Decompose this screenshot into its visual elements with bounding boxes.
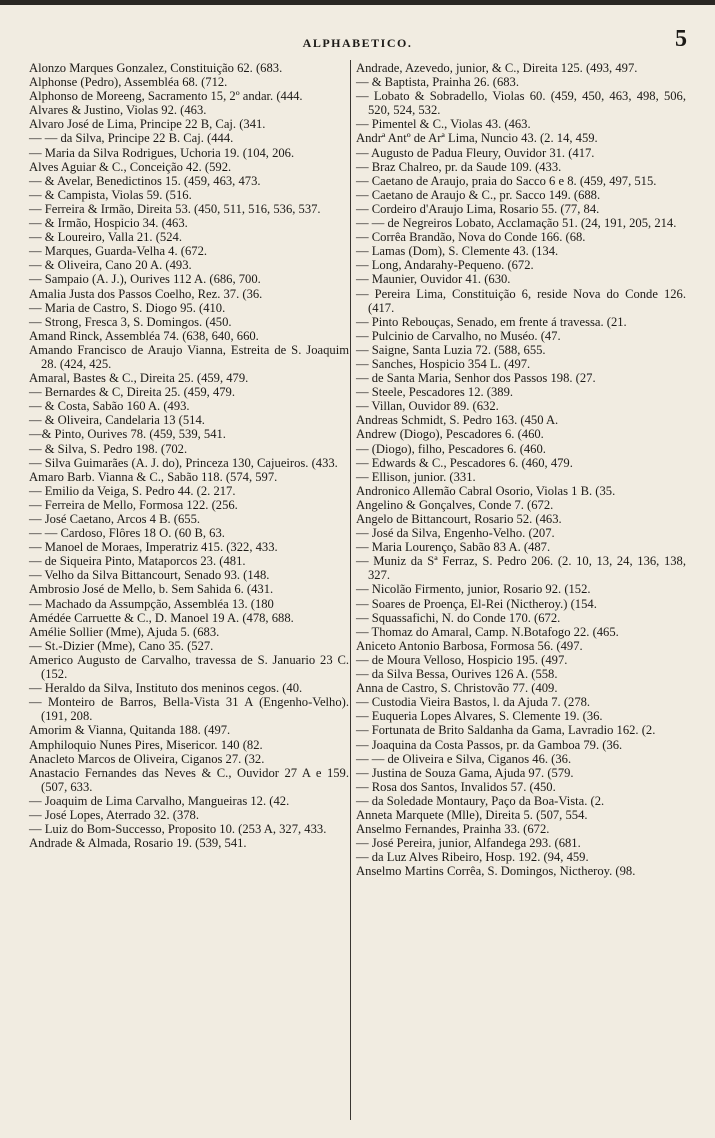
directory-entry: Amorim & Vianna, Quitanda 188. (497.	[29, 723, 231, 738]
directory-entry: — & Baptista, Prainha 26. (683.	[356, 75, 519, 90]
directory-entry: Andrew (Diogo), Pescadores 6. (460.	[356, 427, 544, 442]
directory-entry: — & Campista, Violas 59. (516.	[29, 187, 192, 202]
directory-entry: — — de Negreiros Lobato, Acclamação 51. (24, 191, 205, 214.	[356, 216, 677, 231]
directory-entry: — (Diogo), filho, Pescadores 6. (460.	[356, 441, 546, 456]
directory-entry: — Ferreira & Irmão, Direita 53. (450, 511, 516, 536, 537.	[29, 201, 321, 216]
directory-entry: Amalia Justa dos Passos Coelho, Rez. 37. (36.	[29, 286, 263, 301]
directory-entry: Amand Rinck, Assembléa 74. (638, 640, 660.	[29, 328, 259, 343]
directory-entry: Angelino & Gonçalves, Conde 7. (672.	[356, 497, 554, 512]
directory-entry: Anna de Castro, S. Christovão 77. (409.	[356, 681, 558, 696]
directory-entry: — Augusto de Padua Fleury, Ouvidor 31. (417.	[356, 145, 595, 160]
directory-entry: — Pimentel & C., Violas 43. (463.	[356, 117, 531, 132]
directory-entry: Alvaro José de Lima, Principe 22 B, Caj. (341.	[29, 117, 266, 132]
directory-entry: — Long, Andarahy-Pequeno. (672.	[356, 258, 534, 273]
column-divider	[350, 60, 351, 1120]
directory-entry: — Luiz do Bom-Successo, Proposito 10. (253 A, 327, 433.	[29, 822, 327, 837]
directory-entry: — & Loureiro, Valla 21. (524.	[29, 230, 182, 245]
directory-entry: — & Silva, S. Pedro 198. (702.	[29, 441, 188, 456]
directory-entry: Anselmo Martins Corrêa, S. Domingos, Nictheroy. (98.	[356, 864, 636, 879]
directory-entry: — de Moura Velloso, Hospicio 195. (497.	[356, 652, 568, 667]
directory-entry: Amaro Barb. Vianna & C., Sabão 118. (574, 597.	[29, 469, 278, 484]
directory-entry: — Corrêa Brandão, Nova do Conde 166. (68.	[356, 230, 586, 245]
directory-entry: Anacleto Marcos de Oliveira, Ciganos 27. (32.	[29, 751, 265, 766]
top-border	[0, 0, 715, 5]
directory-entry: Anneta Marquete (Mlle), Direita 5. (507, 554.	[356, 807, 588, 822]
page-header	[0, 26, 715, 58]
directory-entry: — Euqueria Lopes Alvares, S. Clemente 19. (36.	[356, 709, 603, 724]
directory-entry: — de Santa Maria, Senhor dos Passos 198. (27.	[356, 371, 596, 386]
directory-entry: — José Pereira, junior, Alfandega 293. (681.	[356, 836, 581, 851]
directory-entry: Amédée Carruette & C., D. Manoel 19 A. (478, 688.	[29, 610, 294, 625]
directory-entry: — Braz Chalreo, pr. da Saude 109. (433.	[356, 159, 562, 174]
directory-entry: — Nicolão Firmento, junior, Rosario 92. (152.	[356, 582, 591, 597]
directory-entry: — St.-Dizier (Mme), Cano 35. (527.	[29, 638, 214, 653]
directory-entry: — José Lopes, Aterrado 32. (378.	[29, 807, 199, 822]
left-column	[29, 61, 349, 850]
directory-entry: — Custodia Vieira Bastos, l. da Ajuda 7. (278.	[356, 695, 591, 710]
directory-entry: — — da Silva, Principe 22 B. Caj. (444.	[29, 131, 234, 146]
directory-entry: Andronico Allemão Cabral Osorio, Violas 1 B. (35.	[356, 483, 616, 498]
directory-entry: — da Luz Alves Ribeiro, Hosp. 192. (94, 459.	[356, 850, 589, 865]
directory-entry: — Maria da Silva Rodrigues, Uchoria 19. (104, 206.	[29, 145, 295, 160]
directory-entry: — Muniz da Sª Ferraz, S. Pedro 206. (2. 10, 13, 24, 136, 138, 327.	[356, 554, 686, 583]
directory-entry: — Steele, Pescadores 12. (389.	[356, 385, 514, 400]
directory-entry: — Fortunata de Brito Saldanha da Gama, Lavradio 162. (2.	[356, 723, 656, 738]
directory-entry: — Maria Lourenço, Sabão 83 A. (487.	[356, 540, 551, 555]
directory-entry: — da Soledade Montaury, Paço da Boa-Vista. (2.	[356, 793, 605, 808]
directory-entry: Ambrosio José de Mello, b. Sem Sahida 6. (431.	[29, 582, 274, 597]
directory-entry: — Caetano de Araujo, praia do Sacco 6 e 8. (459, 497, 515.	[356, 173, 657, 188]
directory-entry: — Ferreira de Mello, Formosa 122. (256.	[29, 497, 238, 512]
directory-entry: Andrª Antº de Arª Lima, Nuncio 43. (2. 14, 459.	[356, 131, 598, 146]
directory-entry: — & Costa, Sabão 160 A. (493.	[29, 399, 190, 414]
directory-entry: — & Oliveira, Candelaria 13 (514.	[29, 413, 205, 428]
right-column	[356, 61, 686, 878]
directory-entry: — — Cardoso, Flôres 18 O. (60 B, 63.	[29, 526, 225, 541]
directory-entry: Anselmo Fernandes, Prainha 33. (672.	[356, 822, 550, 837]
directory-entry: — Sampaio (A. J.), Ourives 112 A. (686, 700.	[29, 272, 261, 287]
directory-entry: — Cordeiro d'Araujo Lima, Rosario 55. (77, 84.	[356, 201, 600, 216]
directory-entry: — Pereira Lima, Constituição 6, reside Nova do Conde 126. (417.	[356, 286, 686, 315]
directory-entry: — José da Silva, Engenho-Velho. (207.	[356, 526, 555, 541]
directory-entry: — & Oliveira, Cano 20 A. (493.	[29, 258, 192, 273]
directory-entry: — Strong, Fresca 3, S. Domingos. (450.	[29, 314, 232, 329]
directory-entry: — Maria de Castro, S. Diogo 95. (410.	[29, 300, 226, 315]
directory-entry: Alvares & Justino, Violas 92. (463.	[29, 103, 207, 118]
directory-entry: — Thomaz do Amaral, Camp. N.Botafogo 22. (465.	[356, 624, 619, 639]
directory-entry: Andrade & Almada, Rosario 19. (539, 541.	[29, 836, 247, 851]
directory-entry: — Ellison, junior. (331.	[356, 469, 476, 484]
directory-entry: Alphonse (Pedro), Assembléa 68. (712.	[29, 75, 228, 90]
directory-entry: — Villan, Ouvidor 89. (632.	[356, 399, 499, 414]
directory-entry: Andrade, Azevedo, junior, & C., Direita 125. (493, 497.	[356, 61, 638, 75]
directory-entry: — Pulcinio de Carvalho, no Muséo. (47.	[356, 328, 561, 343]
directory-entry: — Heraldo da Silva, Instituto dos meninos cegos. (40.	[29, 681, 303, 696]
directory-entry: —& Pinto, Ourives 78. (459, 539, 541.	[29, 427, 226, 442]
directory-entry: — Lobato & Sobradello, Violas 60. (459, 450, 463, 498, 506, 520, 524, 532.	[356, 89, 686, 118]
directory-entry: — Bernardes & C, Direita 25. (459, 479.	[29, 385, 236, 400]
directory-entry: — Emilio da Veiga, S. Pedro 44. (2. 217.	[29, 483, 236, 498]
directory-entry: Andreas Schmidt, S. Pedro 163. (450 A.	[356, 413, 559, 428]
directory-entry: Anastacio Fernandes das Neves & C., Ouvidor 27 A e 159. (507, 633.	[29, 765, 349, 794]
directory-entry: Amaral, Bastes & C., Direita 25. (459, 479.	[29, 371, 249, 386]
directory-entry: — Silva Guimarães (A. J. do), Princeza 130, Cajueiros. (433.	[29, 455, 338, 470]
directory-entry: — Pinto Rebouças, Senado, em frente á travessa. (21.	[356, 314, 627, 329]
directory-entry: — Squassafichi, N. do Conde 170. (672.	[356, 610, 561, 625]
directory-entry: Alonzo Marques Gonzalez, Constituição 62. (683.	[29, 61, 283, 75]
directory-entry: — Joaquina da Costa Passos, pr. da Gamboa 79. (36.	[356, 737, 623, 752]
directory-entry: — & Irmão, Hospicio 34. (463.	[29, 216, 188, 231]
directory-entry: Aniceto Antonio Barbosa, Formosa 56. (497.	[356, 638, 583, 653]
page-number: 5	[675, 26, 687, 52]
directory-entry: — José Caetano, Arcos 4 B. (655.	[29, 512, 201, 526]
directory-entry: Alves Aguiar & C., Conceição 42. (592.	[29, 159, 232, 174]
directory-entry: — & Avelar, Benedictinos 15. (459, 463, 473.	[29, 173, 261, 188]
directory-entry: — Lamas (Dom), S. Clemente 43. (134.	[356, 244, 559, 259]
running-title: ALPHABETICO.	[302, 36, 413, 50]
directory-entry: Angelo de Bittancourt, Rosario 52. (463.	[356, 512, 562, 526]
directory-entry: — Marques, Guarda-Velha 4. (672.	[29, 244, 208, 259]
directory-entry: — Caetano de Araujo & C., pr. Sacco 149. (688.	[356, 187, 601, 202]
directory-entry: — Joaquim de Lima Carvalho, Mangueiras 12. (42.	[29, 793, 290, 808]
directory-entry: Amphiloquio Nunes Pires, Misericor. 140 (82.	[29, 737, 263, 752]
directory-entry: Americo Augusto de Carvalho, travessa de S. Januario 23 C. (152.	[29, 652, 349, 682]
directory-entry: — Justina de Souza Gama, Ajuda 97. (579.	[356, 765, 574, 780]
directory-entry: — Saigne, Santa Luzia 72. (588, 655.	[356, 342, 546, 357]
directory-entry: — Rosa dos Santos, Invalidos 57. (450.	[356, 779, 556, 794]
directory-entry: Amélie Sollier (Mme), Ajuda 5. (683.	[29, 624, 220, 639]
directory-entry: — Edwards & C., Pescadores 6. (460, 479.	[356, 455, 573, 470]
directory-entry: Amando Francisco de Araujo Vianna, Estreita de S. Joaquim 28. (424, 425.	[29, 342, 349, 371]
directory-entry: — — de Oliveira e Silva, Ciganos 46. (36.	[356, 751, 572, 766]
directory-entry: — Soares de Proença, El-Rei (Nictheroy.) (154.	[356, 596, 597, 611]
directory-entry: Alphonso de Moreeng, Sacramento 15, 2º andar. (444.	[29, 89, 303, 104]
directory-entry: — da Silva Bessa, Ourives 126 A. (558.	[356, 667, 558, 682]
directory-entry: — Machado da Assumpção, Assembléa 13. (180	[29, 596, 274, 611]
directory-entry: — Sanches, Hospicio 354 L. (497.	[356, 356, 531, 371]
directory-entry: — Manoel de Moraes, Imperatriz 415. (322, 433.	[29, 540, 278, 555]
directory-entry: — Maunier, Ouvidor 41. (630.	[356, 272, 511, 287]
directory-entry: — de Siqueira Pinto, Mataporcos 23. (481.	[29, 554, 246, 569]
directory-entry: — Monteiro de Barros, Bella-Vista 31 A (Engenho-Velho). (191, 208.	[29, 695, 349, 724]
directory-entry: — Velho da Silva Bittancourt, Senado 93. (148.	[29, 568, 270, 583]
